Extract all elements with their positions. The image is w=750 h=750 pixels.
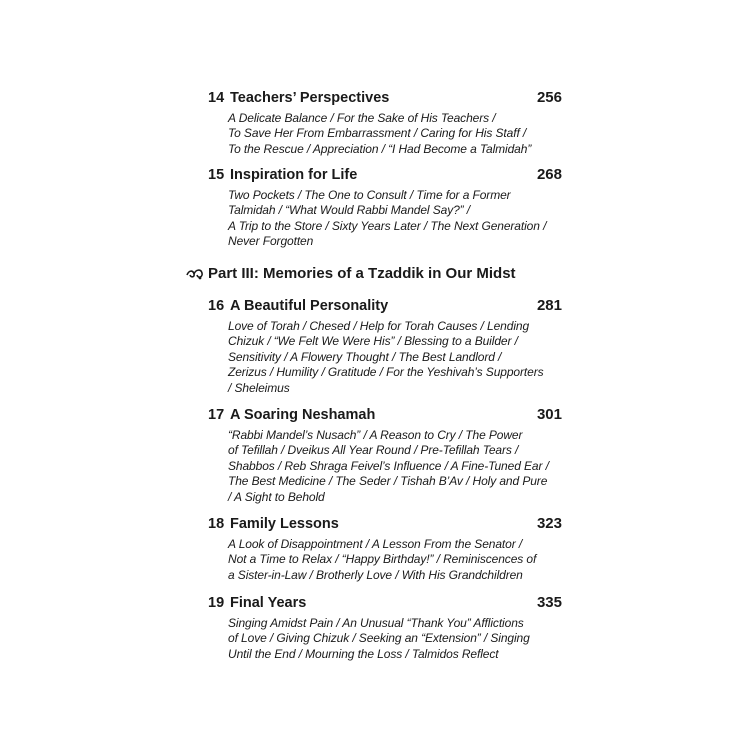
chapter-page-number: 335: [536, 594, 562, 611]
subtopic-line: / A Sight to Behold: [228, 489, 325, 504]
subtopic-line: To the Rescue / Appreciation / “I Had Become a Talmidah”: [228, 141, 532, 156]
subtopic-line: To Save Her From Embarrassment / Caring for His Staff /: [228, 126, 527, 141]
chapter-page-number: 323: [536, 515, 562, 532]
subtopic-line: Shabbos / Reb Shraga Feivel’s Influence / A Fine-Tuned Ear /: [228, 458, 549, 473]
chapter-title: Final Years: [230, 595, 307, 611]
subtopic-line: Singing Amidst Pain / An Unusual “Thank You” Afflictions: [228, 616, 524, 630]
chapter-number: 15: [208, 167, 225, 183]
chapter-number: 18: [208, 516, 225, 532]
toc-chapter-17: [208, 406, 562, 505]
ornament-icon: [186, 267, 204, 281]
chapter-heading: [208, 515, 562, 533]
subtopic-line: Chizuk / “We Felt We Were His” / Blessing to a Builder /: [228, 334, 518, 349]
subtopic-line: Never Forgotten: [228, 234, 314, 249]
chapter-subtopics: [228, 537, 562, 583]
chapter-page-number: 281: [536, 297, 562, 314]
chapter-heading: [208, 297, 562, 315]
chapter-page-number: 256: [536, 89, 562, 106]
chapter-subtopics: [228, 111, 562, 157]
subtopic-line: A Delicate Balance / For the Sake of His Teachers /: [228, 111, 496, 125]
subtopic-line: Two Pockets / The One to Consult / Time for a Former: [228, 188, 511, 202]
toc-chapter-14: [208, 89, 562, 157]
chapter-heading: [208, 166, 562, 184]
chapter-subtopics: [228, 616, 562, 662]
chapter-title: A Soaring Neshamah: [230, 407, 376, 423]
chapter-heading: [208, 406, 562, 424]
chapter-subtopics: [228, 188, 562, 250]
subtopic-line: Zerizus / Humility / Gratitude / For the Yeshivah’s Supporters: [228, 365, 544, 380]
subtopic-line: Talmidah / “What Would Rabbi Mandel Say?” /: [228, 203, 471, 218]
part-heading: [186, 264, 516, 284]
subtopic-line: Love of Torah / Chesed / Help for Torah Causes / Lending: [228, 319, 530, 333]
subtopic-line: A Trip to the Store / Sixty Years Later / The Next Generation /: [228, 218, 547, 233]
chapter-title: Teachers’ Perspectives: [230, 90, 390, 106]
subtopic-line: The Best Medicine / The Seder / Tishah B’Av / Holy and Pure: [228, 474, 548, 489]
subtopic-line: Not a Time to Relax / “Happy Birthday!” / Reminiscences of: [228, 552, 537, 567]
subtopic-line: / Sheleimus: [228, 380, 290, 395]
toc-chapter-16: [208, 297, 562, 396]
chapter-number: 19: [208, 595, 225, 611]
chapter-number: 17: [208, 407, 225, 423]
subtopic-line: A Look of Disappointment / A Lesson From the Senator /: [228, 537, 523, 551]
toc-chapter-15: [208, 166, 562, 250]
chapter-number: 14: [208, 90, 225, 106]
chapter-page-number: 301: [536, 406, 562, 423]
subtopic-line: Until the End / Mourning the Loss / Talmidos Reflect: [228, 646, 499, 661]
part-title: Part III: Memories of a Tzaddik in Our Midst: [208, 265, 516, 282]
subtopic-line: “Rabbi Mandel’s Nusach” / A Reason to Cry / The Power: [228, 428, 523, 442]
subtopic-line: Sensitivity / A Flowery Thought / The Best Landlord /: [228, 349, 502, 364]
chapter-page-number: 268: [536, 166, 562, 183]
chapter-title: Family Lessons: [230, 516, 339, 532]
toc-chapter-19: [208, 594, 562, 662]
chapter-heading: [208, 89, 562, 107]
chapter-subtopics: [228, 319, 562, 396]
chapter-heading: [208, 594, 562, 612]
chapter-number: 16: [208, 298, 225, 314]
chapter-title: Inspiration for Life: [230, 167, 358, 183]
subtopic-line: of Tefillah / Dveikus All Year Round / Pre-Tefillah Tears /: [228, 443, 519, 458]
subtopic-line: of Love / Giving Chizuk / Seeking an “Extension” / Singing: [228, 631, 530, 646]
chapter-title: A Beautiful Personality: [230, 298, 389, 314]
toc-chapter-18: [208, 515, 562, 583]
chapter-subtopics: [228, 428, 562, 505]
subtopic-line: a Sister-in-Law / Brotherly Love / With His Grandchildren: [228, 567, 523, 582]
